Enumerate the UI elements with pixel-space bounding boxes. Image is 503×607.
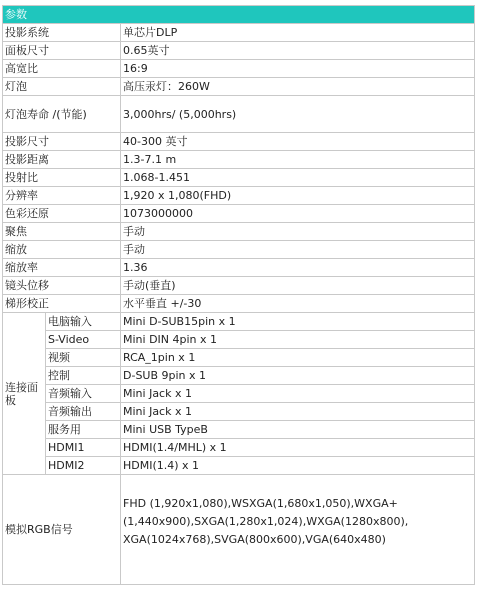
interface-item-label: HDMI1 (46, 439, 121, 457)
row-value: 水平垂直 +/-30 (121, 295, 475, 313)
row-value: 1073000000 (121, 205, 475, 223)
rgb-signal-label: 模拟RGB信号 (3, 475, 121, 585)
table-row (3, 439, 475, 457)
row-value: 1.36 (121, 259, 475, 277)
row-label: 灯泡 (3, 78, 121, 96)
table-row (3, 60, 475, 78)
row-value: 16:9 (121, 60, 475, 78)
row-value: 0.65英寸 (121, 42, 475, 60)
table-row (3, 42, 475, 60)
interface-item-label: HDMI2 (46, 457, 121, 475)
spec-table (2, 5, 475, 585)
interface-item-label: 音频输入 (46, 385, 121, 403)
interface-item-value: HDMI(1.4/MHL) x 1 (121, 439, 475, 457)
row-value: 手动 (121, 223, 475, 241)
table-row (3, 78, 475, 96)
table-row (3, 385, 475, 403)
rgb-signal-value (121, 475, 475, 585)
row-label: 灯泡寿命 /(节能) (3, 96, 121, 133)
table-row (3, 457, 475, 475)
interface-item-value: Mini D-SUB15pin x 1 (121, 313, 475, 331)
header-row (3, 6, 475, 24)
row-label: 高宽比 (3, 60, 121, 78)
interface-item-value: RCA_1pin x 1 (121, 349, 475, 367)
row-label: 缩放 (3, 241, 121, 259)
interface-item-value: D-SUB 9pin x 1 (121, 367, 475, 385)
interface-item-label: S-Video (46, 331, 121, 349)
table-row (3, 169, 475, 187)
row-value: 3,000hrs/ (5,000hrs) (121, 96, 475, 133)
row-label: 投影尺寸 (3, 133, 121, 151)
table-row (3, 223, 475, 241)
table-row (3, 133, 475, 151)
row-value: 高压汞灯：260W (121, 78, 475, 96)
interface-item-label: 电脑输入 (46, 313, 121, 331)
table-row (3, 475, 475, 585)
table-row (3, 187, 475, 205)
table-row (3, 241, 475, 259)
row-label: 投影系统 (3, 24, 121, 42)
row-label: 投射比 (3, 169, 121, 187)
rgb-signal-line: FHD (1,920x1,080),WSXGA(1,680x1,050),WXGA+ (123, 497, 398, 510)
interface-item-label: 服务用 (46, 421, 121, 439)
row-value: 1.068-1.451 (121, 169, 475, 187)
table-row (3, 313, 475, 331)
row-value: 40-300 英寸 (121, 133, 475, 151)
row-value: 1,920 x 1,080(FHD) (121, 187, 475, 205)
row-label: 镜头位移 (3, 277, 121, 295)
row-label: 色彩还原 (3, 205, 121, 223)
interface-item-value: Mini Jack x 1 (121, 385, 475, 403)
interface-item-label: 音频输出 (46, 403, 121, 421)
table-row (3, 331, 475, 349)
table-row (3, 403, 475, 421)
interface-item-value: Mini DIN 4pin x 1 (121, 331, 475, 349)
header-title: 参数 (3, 6, 475, 24)
interface-item-value: HDMI(1.4) x 1 (121, 457, 475, 475)
rgb-signal-line: (1,440x900),SXGA(1,280x1,024),WXGA(1280x800), (123, 515, 409, 528)
table-row (3, 259, 475, 277)
table-row (3, 277, 475, 295)
interface-item-label: 视频 (46, 349, 121, 367)
row-label: 分辨率 (3, 187, 121, 205)
row-label: 聚焦 (3, 223, 121, 241)
interface-item-label: 控制 (46, 367, 121, 385)
row-label: 面板尺寸 (3, 42, 121, 60)
table-row (3, 205, 475, 223)
row-value: 手动(垂直) (121, 277, 475, 295)
interface-group-label: 连接面板 (3, 313, 46, 475)
row-value: 1.3-7.1 m (121, 151, 475, 169)
interface-item-value: Mini USB TypeB (121, 421, 475, 439)
table-row (3, 151, 475, 169)
interface-item-value: Mini Jack x 1 (121, 403, 475, 421)
table-row (3, 349, 475, 367)
table-row (3, 367, 475, 385)
row-label: 梯形校正 (3, 295, 121, 313)
rgb-signal-line: XGA(1024x768),SVGA(800x600),VGA(640x480) (123, 533, 386, 546)
table-row (3, 24, 475, 42)
table-row (3, 421, 475, 439)
table-row (3, 96, 475, 133)
row-label: 投影距离 (3, 151, 121, 169)
row-value: 手动 (121, 241, 475, 259)
row-label: 缩放率 (3, 259, 121, 277)
table-row (3, 295, 475, 313)
row-value: 单芯片DLP (121, 24, 475, 42)
